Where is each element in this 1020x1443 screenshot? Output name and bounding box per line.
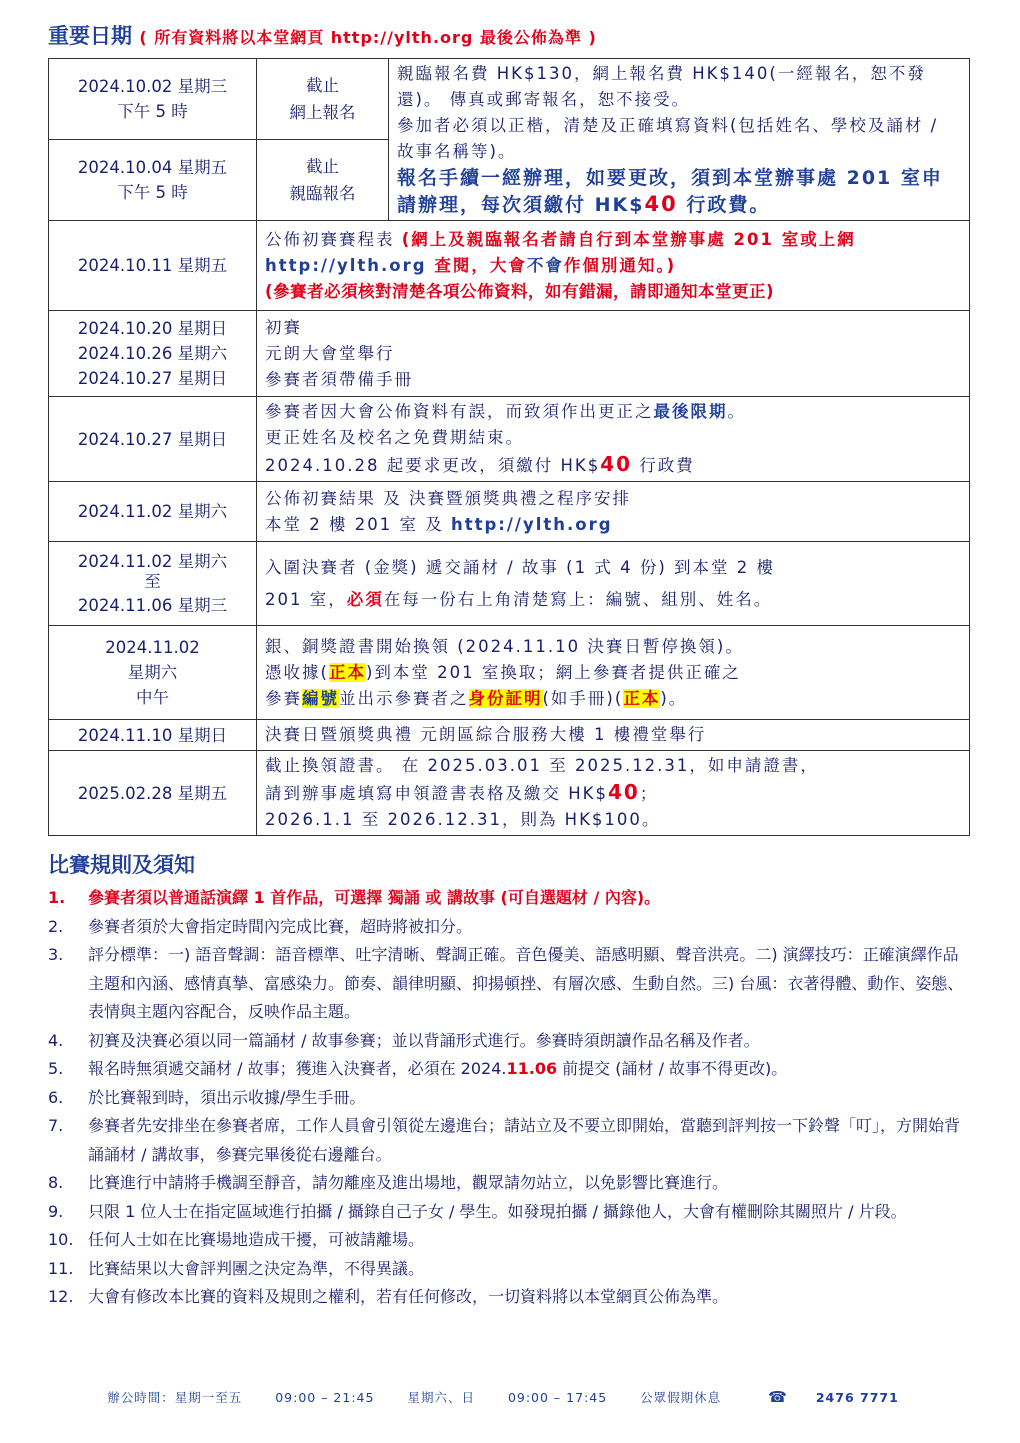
date-cell: 2024.11.10 星期日	[49, 720, 257, 751]
rule-item: 11. 比賽結果以大會評判團之決定為準，不得異議。	[48, 1258, 425, 1278]
schedule-row	[49, 542, 970, 626]
desc-cell: 截止換領證書。 在 2025.03.01 至 2025.12.31，如申請證書， 請到辦事處填寫申領證書表格及繳交 HK$40； 2026.1.1 至 2026.12.31，則為 HK$100。	[257, 751, 970, 836]
schedule-row	[49, 626, 970, 720]
rule-item: 9. 只限 1 位人士在指定區域進行拍攝 / 攝錄自己子女 / 學生。如發現拍攝 / 攝錄他人，大會有權刪除其關照片 / 片段。	[48, 1201, 907, 1221]
rule-item: 6. 於比賽報到時，須出示收據/學生手冊。	[48, 1087, 366, 1107]
desc-cell: 公佈初賽結果 及 決賽暨頒獎典禮之程序安排 本堂 2 樓 201 室 及 http://ylth.org	[257, 482, 970, 542]
desc-cell: 初賽 元朗大會堂舉行 參賽者須帶備手冊	[257, 311, 970, 397]
change-fee-text: 報名手續一經辦理，如要更改，須到本堂辦事處 201 室申請辦理，每次須繳付 HK$40 行政費。	[397, 167, 943, 216]
fill-form-text: 參加者必須以正楷，清楚及正確填寫資料(包括姓名、學校及誦材 / 故事名稱等)。	[397, 116, 939, 161]
schedule-row	[49, 59, 970, 140]
rule-item: 8. 比賽進行中請將手機調至靜音，請勿離座及進出場地，觀眾請勿站立，以免影響比賽進行。	[48, 1173, 729, 1192]
rules-heading: 比賽規則及須知	[48, 853, 195, 877]
schedule-row	[49, 311, 970, 397]
desc-cell: 參賽者因大會公佈資料有誤，而致須作出更正之最後限期。 更正姓名及校名之免費期結束。 2024.10.28 起要求更改，須繳付 HK$40 行政費	[257, 397, 970, 482]
desc-cell: 銀、銅獎證書開始換領 (2024.11.10 決賽日暫停換領)。 憑收據(正本)到本堂 201 室換取；網上參賽者提供正確之 參賽編號並出示參賽者之身份証明(如手冊)(正本)。	[257, 626, 970, 720]
schedule-row	[49, 751, 970, 836]
weekend-hours: 09:00 – 17:45	[507, 1390, 608, 1405]
desc-cell: 公佈初賽賽程表 (網上及親臨報名者請自行到本堂辦事處 201 室或上網 http://ylth.org 查閱，大會不會作個別通知。) (參賽者必須核對清楚各項公佈資料，如有錯漏，請即通知本堂更正)	[257, 221, 970, 311]
weekday-hours: 09:00 – 21:45	[275, 1390, 375, 1405]
schedule-row	[49, 482, 970, 542]
rule-item: 3. 評分標準：一) 語音聲調：語音標準、吐字清晰、聲調正確。音色優美、語感明顯、聲音洪亮。二) 演繹技巧：正確演繹作品主題和內涵、感情真摯、富感染力。節奏、韻律明顯、抑揚頓挫、有層次感、生動自然。三) 台風：衣著得體、動作、姿態、表情與主題內容配合，反映作品主題。	[48, 945, 964, 1021]
phone: ☎ 2476 7771	[768, 1388, 899, 1406]
date-cell: 2024.10.04 星期五 下午 5 時	[49, 140, 257, 221]
rule-item: 10. 任何人士如在比賽場地造成干擾，可被請離場。	[48, 1230, 425, 1249]
rules-list	[48, 884, 970, 1312]
schedule-row	[49, 397, 970, 482]
date-cell: 2024.11.02 星期六	[49, 482, 257, 542]
date-cell: 2024.10.27 星期日	[49, 397, 257, 482]
weekend-label: 星期六、日	[407, 1390, 475, 1405]
date-cell: 2025.02.28 星期五	[49, 751, 257, 836]
action-cell: 截止 親臨報名	[257, 140, 389, 221]
telephone-icon: ☎	[768, 1388, 788, 1406]
desc-cell: 入圍決賽者 (金獎) 遞交誦材 / 故事 (1 式 4 份) 到本堂 2 樓 201 室，必須在每一份右上角清楚寫上：編號、組別、姓名。	[257, 542, 970, 626]
rule-item: 5. 報名時無須遞交誦材 / 故事；獲進入決賽者，必須在 2024.11.06 前提交 (誦材 / 故事不得更改)。	[48, 1059, 788, 1078]
office-hours-label: 辦公時間：星期一至五	[107, 1390, 243, 1405]
fee-text: 親臨報名費 HK$130，網上報名費 HK$140(一經報名，恕不發還)。 傳真或郵寄報名，恕不接受。	[397, 64, 926, 109]
date-cell: 2024.11.02 星期六 中午	[49, 626, 257, 720]
schedule-row	[49, 221, 970, 311]
rule-item: 7. 參賽者先安排坐在參賽者席，工作人員會引領從左邊進台；請站立及不要立即開始，當聽到評判按一下鈴聲「叮」，方開始背誦誦材 / 講故事，參賽完畢後從右邊離台。	[48, 1116, 961, 1164]
action-cell: 截止 網上報名	[257, 59, 389, 140]
date-cell: 2024.11.02 星期六 至 2024.11.06 星期三	[49, 542, 257, 626]
rule-item: 2. 參賽者須於大會指定時間內完成比賽，超時將被扣分。	[48, 916, 473, 936]
holiday-note: 公眾假期休息	[640, 1390, 722, 1405]
schedule-row	[49, 720, 970, 751]
rule-item: 12. 大會有修改本比賽的資料及規則之權利，若有任何修改，一切資料將以本堂網頁公佈為準。	[48, 1287, 729, 1306]
date-cell: 2024.10.20 星期日 2024.10.26 星期六 2024.10.27 星期日	[49, 311, 257, 397]
fee-cell	[389, 59, 970, 221]
desc-cell: 決賽日暨頒獎典禮 元朗區綜合服務大樓 1 樓禮堂舉行	[257, 720, 970, 751]
footer	[0, 1388, 1020, 1406]
rule-item: 1. 參賽者須以普通話演繹 1 首作品，可選擇 獨誦 或 講故事 (可自選題材 / 內容)。	[48, 888, 661, 907]
heading-title: 重要日期	[48, 24, 132, 48]
document	[48, 20, 970, 1312]
date-cell: 2024.10.11 星期五	[49, 221, 257, 311]
schedule-table	[48, 58, 970, 836]
heading-note: ( 所有資料將以本堂網頁 http://ylth.org 最後公佈為準 )	[139, 28, 597, 47]
rule-item: 4. 初賽及決賽必須以同一篇誦材 / 故事參賽；並以背誦形式進行。參賽時須朗讀作品名稱及作者。	[48, 1030, 760, 1050]
date-cell: 2024.10.02 星期三 下午 5 時	[49, 59, 257, 140]
important-dates-heading	[48, 20, 970, 52]
